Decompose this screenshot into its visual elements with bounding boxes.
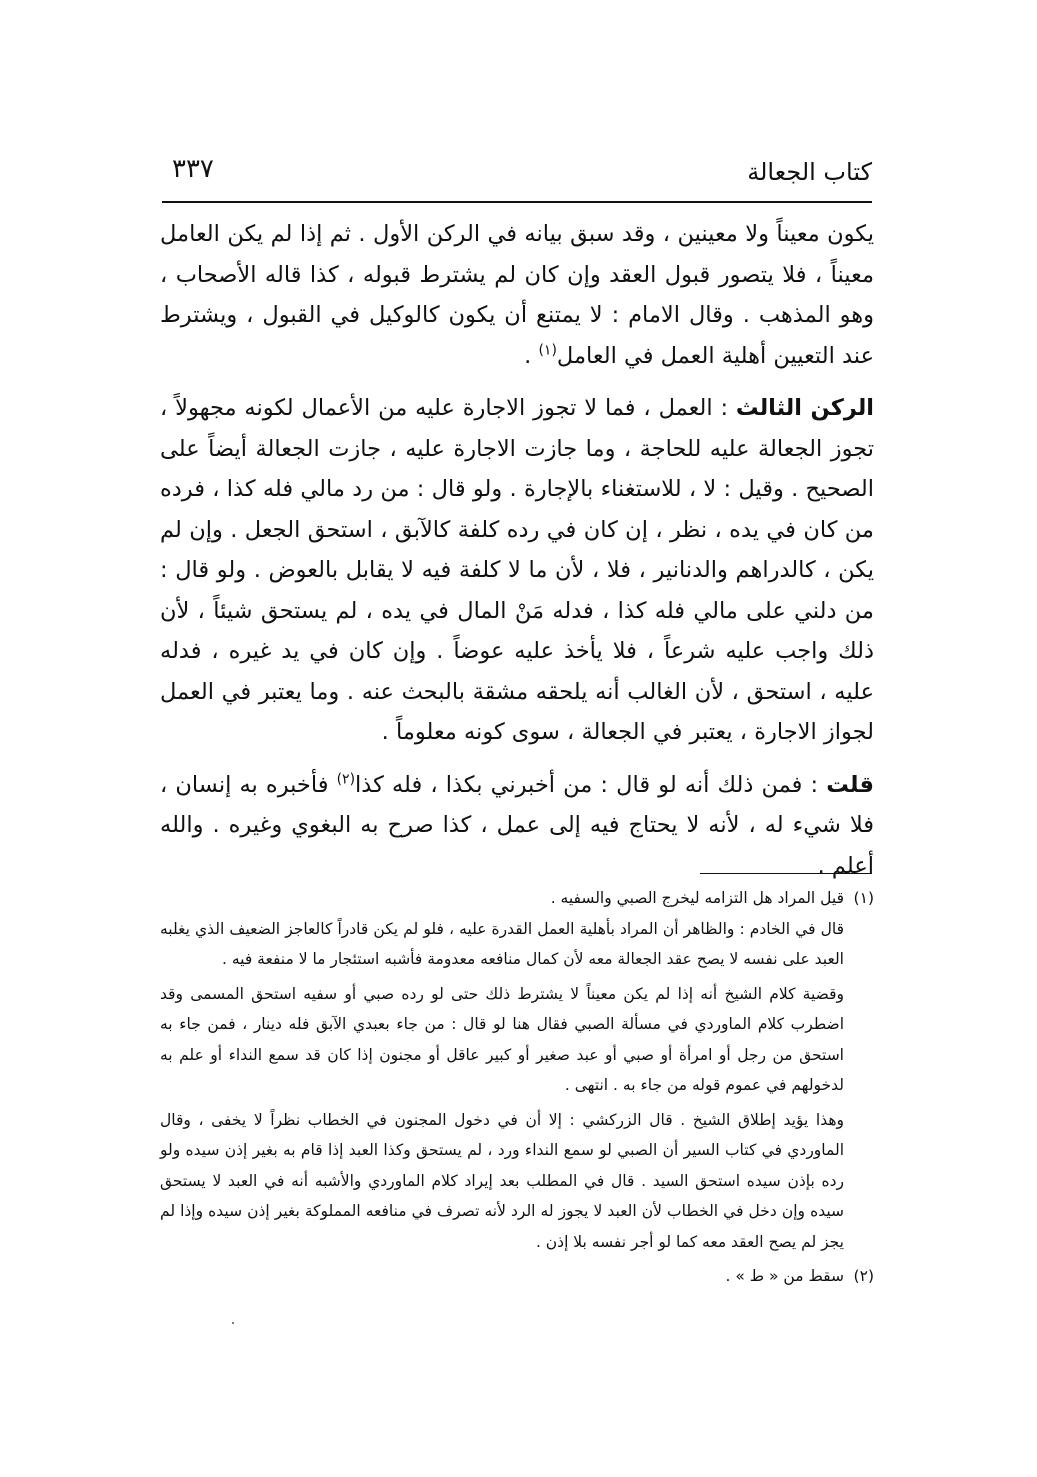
page-header [162,152,872,196]
running-title: كتاب الجعالة [747,158,872,186]
paragraph-2 [160,388,874,753]
footnote-2-number: (٢) [853,1267,874,1285]
main-text [160,214,874,898]
paragraph-3 [160,765,874,887]
footnote-ref-1: (١) [538,342,557,358]
footnote-2-text: سقط من « ط » . [725,1267,844,1285]
paragraph-3-text-a: : فمن ذلك أنه لو قال : من أخبرني بكذا ، فله كذا [355,771,827,798]
paragraph-2-text: : العمل ، فما لا تجوز الاجارة عليه من الأعمال لكونه مجهولاً ، تجوز الجعالة عليه للحاجة ، وما جازت الاجارة عليه ، جازت الجعالة أيضاً على الصحيح . وقيل : لا ، للاستغناء بالإجارة . ولو قال : من رد مالي فله كذا ، فرده من كان في يده ، نظر ، إن كان في رده كلفة كالآبق ، استحق الجعل . وإن لم يكن ، كالدراهم والدنانير ، فلا ، لأن ما لا كلفة فيه لا يقابل بالعوض . ولو قال : من دلني على مالي فله كذا ، فدله مَنْ المال في يده ، لم يستحق شيئاً ، لأن ذلك واجب عليه شرعاً ، فلا يأخذ عليه عوضاً . وإن كان في يد غيره ، فدله عليه ، استحق ، لأن الغالب أنه يلحقه مشقة بالبحث عنه . وما يعتبر في العمل لجواز الاجارة ، يعتبر في الجعالة ، سوى كونه معلوماً . [160,395,874,745]
paragraph-1-text: يكون معيناً ولا معينين ، وقد سبق بيانه في الركن الأول . ثم إذا لم يكن العامل معيناً ، فلا يتصور قبول العقد وإن كان لم يشترط قبوله ، كذا قاله الأصحاب ، وهو المذهب . وقال الامام : لا يمتنع أن يكون كالوكيل في القبول ، ويشترط عند التعيين أهلية العمل في العامل [160,221,874,369]
paragraph-1-end: . [524,342,539,369]
footnote-1-paragraph-4: وهذا يؤيد إطلاق الشيخ . قال الزركشي : إلا أن في دخول المجنون في الخطاب نظراً لا يخفى ، وقال الماوردي في كتاب السير أن الصبي لو سمع النداء ورد ، لم يستحق وكذا العبد إذا قام به بغير إذن سيده ولو رده بإذن سيده استحق السيد . قال في المطلب بعد إيراد كلام الماوردي والأشبه أنه في العبد لا يستحق سيده وإن دخل في الخطاب لأن العبد لا يجوز له الرد لأنه تصرف في منافعه المملوكة بغير إذن سيده وإذا لم يجز لم يصح العقد معه كما لو أجر نفسه بلا إذن . [160,1110,844,1251]
footnote-separator [700,873,872,874]
footnote-1-paragraph-3: وقضية كلام الشيخ أنه إذا لم يكن معيناً لا يشترط ذلك حتى لو رده صبي أو سفيه استحق المسمى وقد اضطرب كلام الماوردي في مسألة الصبي فقال هنا لو قال : من جاء بعبدي الآبق فله دينار ، فمن جاء به استحق من رجل أو امرأة أو صبي أو عبد صغير أو كبير عاقل أو مجنون إذا كان قد سمع النداء أو علم به لدخولهم في عموم قوله من جاء به . انتهى . [160,984,844,1094]
page-number: ٣٣٧ [172,154,214,184]
paragraph-1 [160,214,874,376]
header-rule [162,201,872,203]
paragraph-2-heading: الركن الثالث [735,395,875,421]
footnote-1-paragraph-2: قال في الخادم : والظاهر أن المراد بأهلية العمل القدرة عليه ، فلو لم يكن قادراً كالعاجز الضعيف الذي يغلبه العبد على نفسه لا يصح عقد الجعالة معه لأن كمال منافعه معدومة فأشبه استئجار ما لا منفعة فيه . [160,919,844,968]
footnote-1-intro: قيل المراد هل التزامه ليخرج الصبي والسفيه . [550,889,844,907]
footnotes [160,883,874,1292]
paragraph-3-text-b: فأخبره به إنسان ، فلا شيء له ، لأنه لا يحتاج فيه إلى عمل ، كذا صرح به البغوي وغيره . والله أعلم . [160,771,874,879]
footnote-2 [160,1261,874,1292]
footnote-1-number: (١) [853,889,874,907]
footnote-ref-2: (٢) [336,771,356,787]
paragraph-3-heading: قلت [826,771,874,798]
scan-speck [232,1322,234,1324]
footnote-1-first-line [160,883,874,914]
